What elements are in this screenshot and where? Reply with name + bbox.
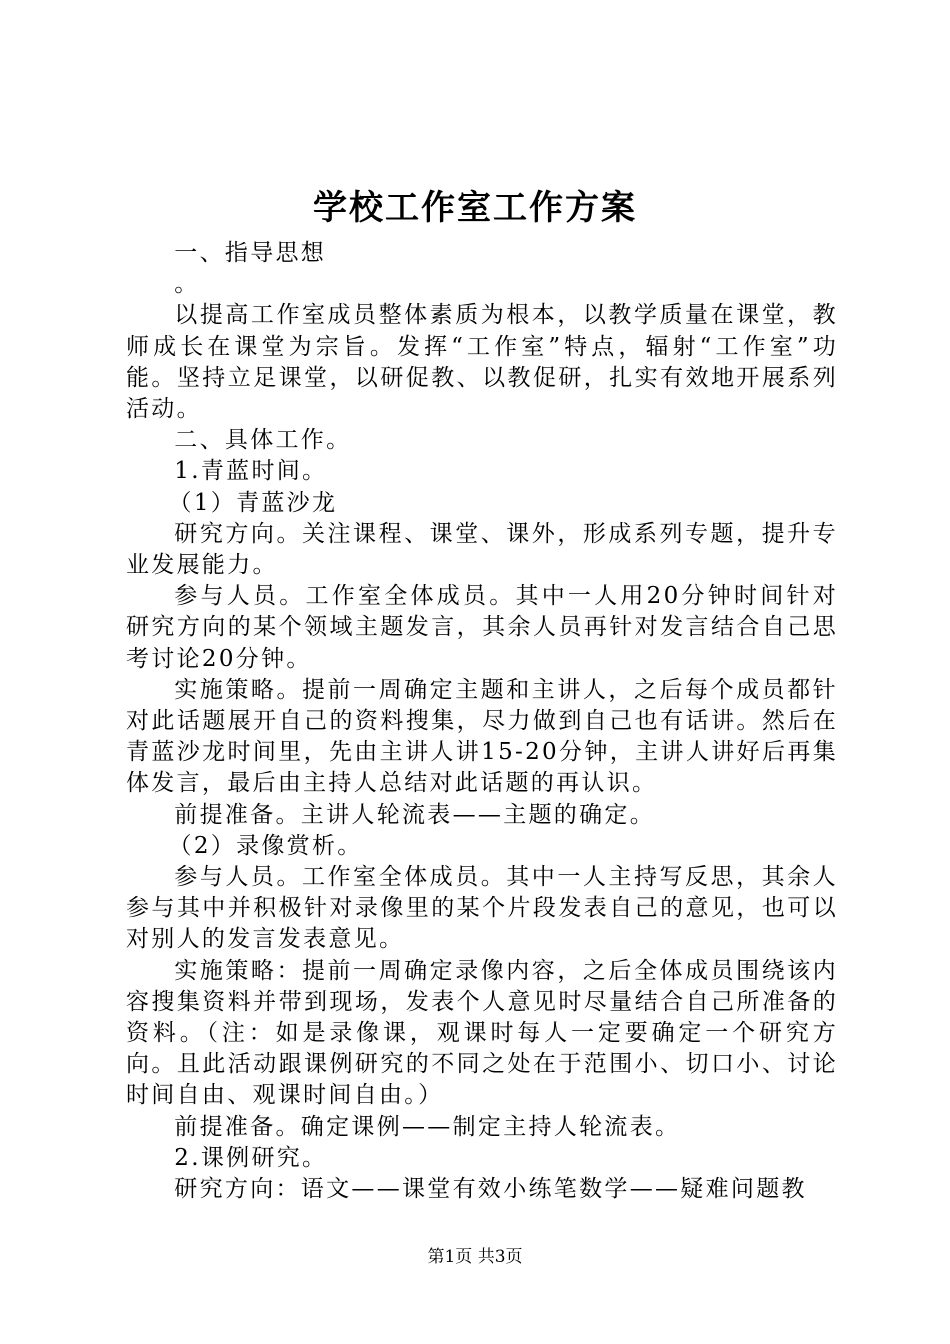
paragraph-implementation-strategy: 实施策略。提前一周确定主题和主讲人，之后每个成员都针对此话题展开自己的资料搜集，尽力做到自己也有话讲。然后在青蓝沙龙时间里，先由主讲人讲15-20分钟，主讲人讲好后再集体发言，最后由主持人总结对此话题的再认识。 xyxy=(126,676,838,797)
stray-punctuation-line: 。 xyxy=(174,271,200,298)
page-footer: 第1页 共3页 xyxy=(427,1247,523,1267)
paragraph-video-preparation: 前提准备。确定课例——制定主持人轮流表。 xyxy=(174,1113,681,1140)
document-title: 学校工作室工作方案 xyxy=(313,188,637,228)
item-heading-qinglan-salon: （1）青蓝沙龙 xyxy=(168,489,338,516)
section-heading-guiding-ideology: 一、指导思想 xyxy=(174,240,327,266)
subsection-heading-case-study: 2.课例研究。 xyxy=(174,1144,328,1171)
paragraph-video-participants: 参与人员。工作室全体成员。其中一人主持写反思，其余人参与其中并积极针对录像里的某个片段发表自己的意见，也可以对别人的发言发表意见。 xyxy=(126,864,838,953)
paragraph-research-direction: 研究方向。关注课程、课堂、课外，形成系列专题，提升专业发展能力。 xyxy=(126,520,838,579)
section-heading-specific-work: 二、具体工作。 xyxy=(174,427,352,454)
paragraph-preparation: 前提准备。主讲人轮流表——主题的确定。 xyxy=(174,801,655,828)
paragraph-guiding-ideology: 以提高工作室成员整体素质为根本，以教学质量在课堂，教师成长在课堂为宗旨。发挥“工作室”特点，辐射“工作室”功能。坚持立足课堂，以研促教、以教促研，扎实有效地开展系列活动。 xyxy=(126,302,838,423)
paragraph-case-study-direction: 研究方向：语文——课堂有效小练笔数学——疑难问题教 xyxy=(174,1176,807,1203)
document-body xyxy=(126,238,838,1205)
paragraph-participants: 参与人员。工作室全体成员。其中一人用20分钟时间针对研究方向的某个领域主题发言，其余人员再针对发言结合自己思考讨论20分钟。 xyxy=(126,583,838,672)
subsection-heading-qinglan-time: 1.青蓝时间。 xyxy=(174,458,328,485)
paragraph-video-strategy: 实施策略：提前一周确定录像内容，之后全体成员围绕该内容搜集资料并带到现场，发表个人意见时尽量结合自己所准备的资料。（注：如是录像课，观课时每人一定要确定一个研究方向。且此活动跟课例研究的不同之处在于范围小、切口小、讨论时间自由、观课时间自由。） xyxy=(126,957,838,1109)
item-heading-video-appreciation: （2）录像赏析。 xyxy=(168,832,363,859)
